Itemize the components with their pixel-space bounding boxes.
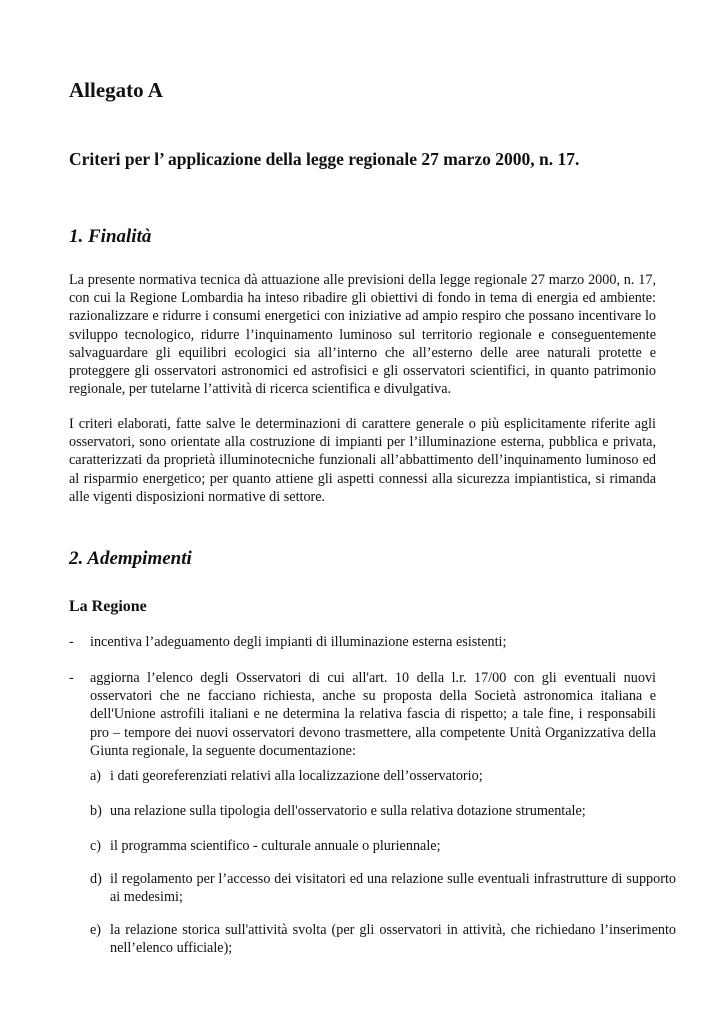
list-marker: e)	[90, 922, 102, 938]
bullet-marker: -	[69, 670, 74, 686]
list-text: una relazione sulla tipologia dell'osservatorio e sulla relativa dotazione strumentale;	[110, 803, 586, 819]
list-item	[90, 870, 676, 906]
list-item	[90, 802, 676, 820]
list-item	[90, 921, 676, 957]
list-text: la relazione storica sull'attività svolta (per gli osservatori in attività, che richiedano l’inserimento nell’elenco ufficiale);	[110, 922, 676, 957]
list-text: il programma scientifico - culturale annuale o pluriennale;	[110, 838, 441, 854]
document-subtitle: Criteri per l’ applicazione della legge regionale 27 marzo 2000, n. 17.	[69, 149, 580, 169]
bullet-marker: -	[69, 634, 74, 650]
section-2-heading: 2. Adempimenti	[69, 548, 192, 569]
document-title: Allegato A	[69, 78, 163, 102]
section-1-paragraph-2: I criteri elaborati, fatte salve le determinazioni di carattere generale o più esplicitamente riferite agli osservatori, sono orientate alla costruzione di impianti per l’illuminazione esterna, pubblica e privata, caratterizzati da proprietà illuminotecniche funzionali all’abbattimento dell’inquinamento luminoso ed al risparmio energetico; per quanto attiene gli aspetti connessi alla sicurezza impiantistica, si rimanda alle vigenti disposizioni normative di settore.	[69, 416, 656, 505]
bullet-item	[69, 633, 656, 651]
bullet-text: aggiorna l’elenco degli Osservatori di cui all'art. 10 della l.r. 17/00 con gli eventuali nuovi osservatori che ne facciano richiesta, anche su proposta della Società astronomica italiana e dell'Unione astrofili italiani e ne determina la relativa fascia di rispetto; a tale fine, i responsabili pro – tempore dei nuovi osservatori devono trasmettere, alla competente Unità Organizzativa della Giunta regionale, la seguente documentazione:	[90, 670, 656, 759]
list-marker: a)	[90, 768, 102, 784]
bullet-item	[69, 669, 656, 760]
bullet-text: incentiva l’adeguamento degli impianti di illuminazione esterna esistenti;	[90, 634, 507, 650]
list-marker: c)	[90, 838, 102, 854]
list-marker: d)	[90, 871, 102, 887]
list-item	[90, 767, 676, 785]
section-1-paragraph-1: La presente normativa tecnica dà attuazione alle previsioni della legge regionale 27 marzo 2000, n. 17, con cui la Regione Lombardia ha inteso ribadire gli obiettivi di fondo in tema di energia ed ambiente: razionalizzare e ridurre i consumi energetici con iniziative ad ampio respiro che possano incentivare lo sviluppo tecnologico, ridurre l’inquinamento luminoso sul territorio regionale e conseguentemente salvaguardare gli equilibri ecologici sia all’interno che all’esterno delle aree naturali protette e proteggere gli osservatori astronomici ed astrofisici e gli osservatori scientifici, in quanto patrimonio regionale, per tutelarne l’attività di ricerca scientifica e divulgativa.	[69, 272, 656, 398]
list-marker: b)	[90, 803, 102, 819]
list-item	[90, 837, 676, 855]
section-2-subheading: La Regione	[69, 598, 147, 615]
list-text: i dati georeferenziati relativi alla localizzazione dell’osservatorio;	[110, 768, 483, 784]
section-1-heading: 1. Finalità	[69, 226, 152, 247]
list-text: il regolamento per l’accesso dei visitatori ed una relazione sulle eventuali infrastrutture di supporto ai medesimi;	[110, 871, 676, 906]
